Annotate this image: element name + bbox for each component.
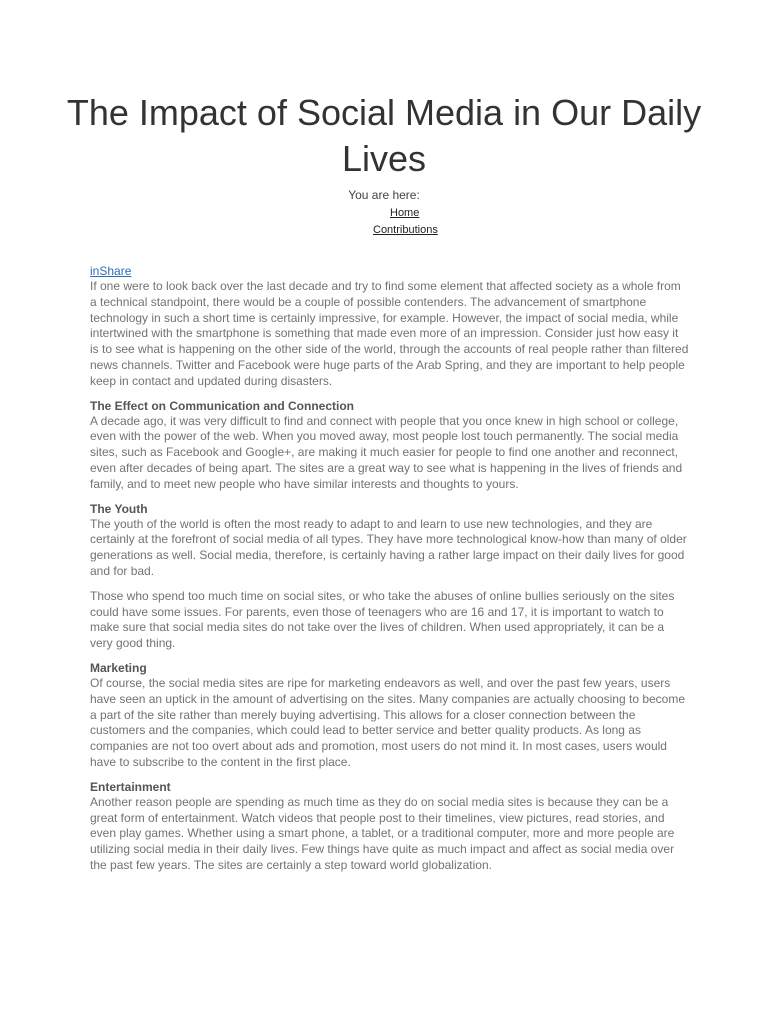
article-body — [90, 264, 690, 883]
section-entertainment — [90, 780, 690, 874]
section-communication — [90, 399, 690, 493]
section-heading: The Effect on Communication and Connection — [90, 398, 354, 413]
section-youth — [90, 502, 690, 652]
section-paragraph: Another reason people are spending as much time as they do on social media sites is because they can be a great form of entertainment. Watch videos that people post to their timelines, view pictures, read stories, and even play games. Whether using a smart phone, a tablet, or a traditional computer, more and more people are utilizing social media in their daily lives. Few things have quite as much impact and affect as social media over the past few years. The sites are certainly a step toward world globalization. — [90, 794, 675, 872]
section-heading: Marketing — [90, 660, 147, 675]
section-marketing — [90, 661, 690, 771]
section-paragraph: Of course, the social media sites are ripe for marketing endeavors as well, and over the past few years, users have seen an uptick in the amount of advertising on the sites. Many companies are actually choosing to become a part of the site rather than merely buying advertising. This allows for a closer connection between the customers and the companies, which could lead to better service and better quality products. As long as companies are not too overt about ads and promotion, most users do not mind it. In most cases, users would have to subscribe to the content in the first place. — [90, 675, 686, 769]
breadcrumb-link-home[interactable]: Home — [390, 207, 420, 219]
intro-paragraph: If one were to look back over the last decade and try to find some element that affected society as a whole from a technical standpoint, there would be a couple of possible contenders. The advancement of smartphone technology in such a short time is certainly impressive, for example. However, the impact of social media, while intertwined with the smartphone is something that made even more of an impression. Consider just how easy it is to see what is happening on the other side of the world, through the accounts of real people rather than filtered news channels. Twitter and Facebook were huge parts of the Arab Spring, and they are important to help people keep in contact and updated during disasters. — [90, 279, 689, 388]
inshare-link[interactable]: inShare — [90, 264, 132, 278]
page-title: The Impact of Social Media in Our Daily Lives — [66, 92, 702, 179]
section-paragraph: A decade ago, it was very difficult to find and connect with people that you once knew in high school or college, even with the power of the web. When you moved away, most people lost touch permanently. The social media sites, such as Facebook and Google+, are making it much easier for people to find one another and reconnect, even after decades of being apart. The sites are a great way to see what is happening in the lives of friends and family, and to meet new people who have similar interests and thoughts to yours. — [90, 413, 683, 491]
section-heading: The Youth — [90, 501, 148, 516]
breadcrumb-link-contributions[interactable]: Contributions — [373, 224, 438, 236]
section-heading: Entertainment — [90, 779, 171, 794]
section-paragraph: The youth of the world is often the most ready to adapt to and learn to use new technologies, and they are certainly at the forefront of social media of all types. They have more technological know-how than many of older generations as well. Social media, therefore, is certainly having a rather large impact on their daily lives for good and for bad. — [90, 516, 687, 578]
section-paragraph: Those who spend too much time on social sites, or who take the abuses of online bullies seriously on the sites could have some issues. For parents, even those of teenagers who are 16 and 17, it is important to watch to make sure that social media sites do not take over the lives of children. When used appropriately, it can be a very good thing. — [90, 588, 675, 651]
breadcrumb-label: You are here: — [348, 188, 420, 202]
